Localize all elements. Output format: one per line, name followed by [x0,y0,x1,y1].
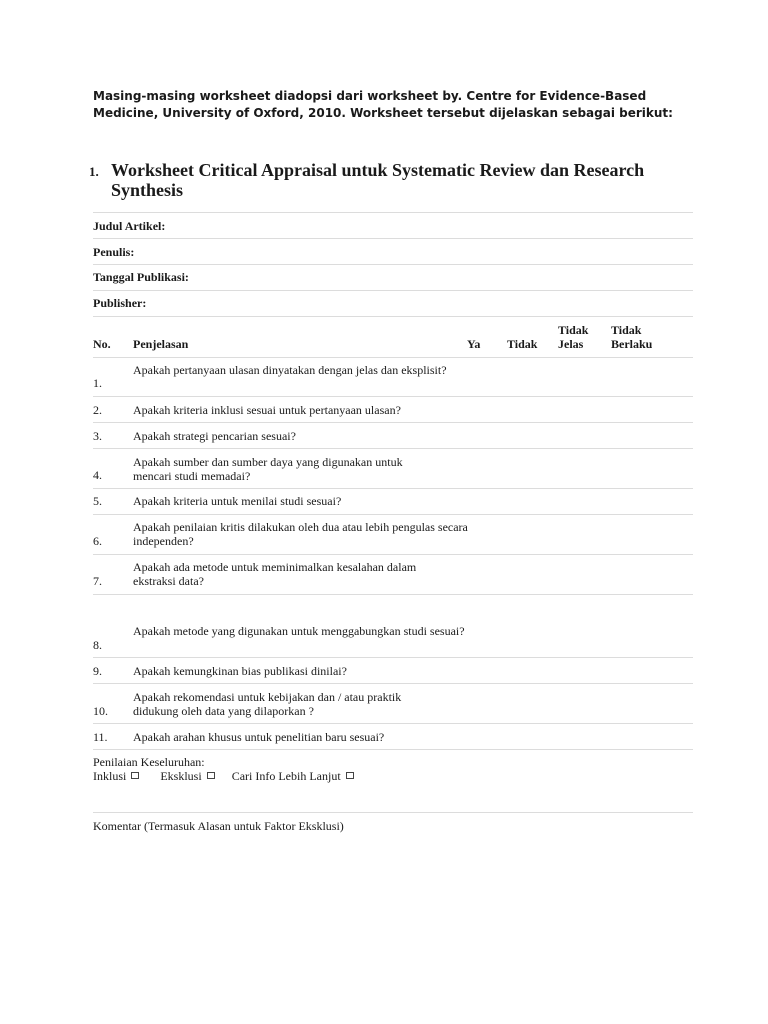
header-tidak-berlaku-line2: Berlaku [611,337,653,351]
divider [93,422,693,423]
divider [93,812,693,813]
row-number: 8. [93,638,102,652]
header-penjelasan: Penjelasan [133,337,189,351]
checkbox-cari-info[interactable] [346,772,354,779]
row-number: 7. [93,574,102,588]
info-judul-artikel: Judul Artikel: [93,219,166,233]
row-question: Apakah rekomendasi untuk kebijakan dan / atau praktik didukung oleh data yang dilaporkan ? [133,690,402,718]
divider [93,594,693,595]
row-number: 9. [93,664,102,678]
row-question: Apakah kriteria inklusi sesuai untuk pertanyaan ulasan? [133,403,401,417]
option-eksklusi-label: Eksklusi [160,769,202,783]
header-no: No. [93,337,111,351]
header-tidak-berlaku-line1: Tidak [611,323,642,337]
row-number: 11. [93,730,108,744]
option-inklusi[interactable] [93,769,139,784]
row-question: Apakah kriteria untuk menilai studi sesuai? [133,494,342,508]
divider [93,749,693,750]
divider [93,316,693,317]
option-cari-info[interactable] [232,769,354,784]
row-number: 3. [93,429,102,443]
intro-paragraph: Masing-masing worksheet diadopsi dari worksheet by. Centre for Evidence-Based Medicine, University of Oxford, 2010. Worksheet tersebut dijelaskan sebagai berikut: [93,89,673,120]
divider [93,264,693,265]
divider [93,723,693,724]
divider [93,396,693,397]
info-publisher: Publisher: [93,296,147,310]
divider [93,554,693,555]
option-cari-info-label: Cari Info Lebih Lanjut [231,769,341,783]
row-question: Apakah penilaian kritis dilakukan oleh dua atau lebih pengulas secara independen? [133,520,468,548]
row-number: 2. [93,403,102,417]
row-number: 4. [93,468,102,482]
checkbox-inklusi[interactable] [131,772,139,779]
divider [93,448,693,449]
section-heading [89,160,689,200]
row-question: Apakah sumber dan sumber daya yang digunakan untuk mencari studi memadai? [133,455,403,483]
divider [93,514,693,515]
divider [93,290,693,291]
section-number: 1. [89,164,99,179]
divider [93,357,693,358]
overall-label: Penilaian Keseluruhan: [93,755,205,769]
row-number: 1. [93,376,102,390]
header-tidak: Tidak [507,337,538,351]
row-question: Apakah kemungkinan bias publikasi dinilai? [133,664,347,678]
info-penulis: Penulis: [93,245,135,259]
row-question: Apakah ada metode untuk meminimalkan kesalahan dalam ekstraksi data? [133,560,417,588]
row-question: Apakah pertanyaan ulasan dinyatakan dengan jelas dan eksplisit? [133,363,447,377]
header-tidak-jelas [558,323,588,351]
option-eksklusi[interactable] [160,769,214,784]
header-ya: Ya [467,337,481,351]
row-question: Apakah strategi pencarian sesuai? [133,429,296,443]
info-tanggal-publikasi: Tanggal Publikasi: [93,270,189,284]
divider [93,657,693,658]
row-number: 5. [93,494,102,508]
overall-options [93,769,354,784]
checkbox-eksklusi[interactable] [207,772,215,779]
section-title: Worksheet Critical Appraisal untuk Systematic Review dan Research Synthesis [111,160,645,200]
row-number: 10. [93,704,108,718]
header-tidak-jelas-line2: Jelas [558,337,584,351]
divider [93,238,693,239]
header-tidak-jelas-line1: Tidak [558,323,589,337]
row-number: 6. [93,534,102,548]
row-question: Apakah arahan khusus untuk penelitian baru sesuai? [133,730,385,744]
row-question: Apakah metode yang digunakan untuk menggabungkan studi sesuai? [133,624,465,638]
komentar-label: Komentar (Termasuk Alasan untuk Faktor Eksklusi) [93,819,344,833]
header-tidak-berlaku [611,323,652,351]
divider [93,212,693,213]
divider [93,488,693,489]
divider [93,683,693,684]
option-inklusi-label: Inklusi [93,769,127,783]
